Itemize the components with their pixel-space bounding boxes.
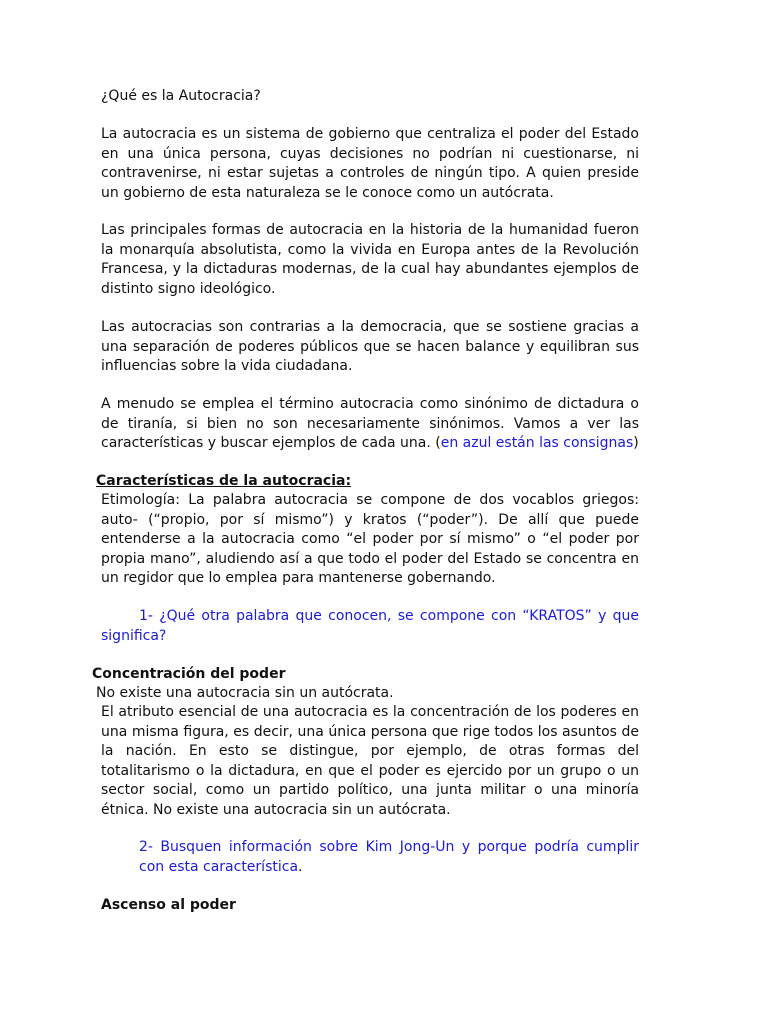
heading-characteristics: Características de la autocracia: xyxy=(96,473,352,489)
paragraph-concentration: El atributo esencial de una autocracia es la concentración de los poderes en una misma figura, es decir, una única persona que rige todos los asuntos de la nación. En esto se distingue, por ejemplo, de otras formas del totalitarismo o la dictadura, en que el poder es ejercido por un grupo o un sector social, como un partido político, una junta militar o una minoría étnica. No existe una autocracia sin un autócrata. xyxy=(101,704,639,818)
consignas-link[interactable]: en azul están las consignas xyxy=(440,435,634,451)
paragraph-forms: Las principales formas de autocracia en la historia de la humanidad fueron la monarquía absolutista, como la vivida en Europa antes de la Revolución Francesa, y la dictaduras modernas, de la cual hay abundantes ejemplos de distinto signo ideológico. xyxy=(101,222,639,297)
paragraph-democracy: Las autocracias son contrarias a la democracia, que se sostiene gracias a una separación de poderes públicos que se hacen balance y equilibran sus influencias sobre la vida ciudadana. xyxy=(101,319,639,374)
question-kim-period: . xyxy=(298,858,303,875)
concentration-intro: No existe una autocracia sin un autócrata. xyxy=(96,685,394,701)
question-kratos: 1- ¿Qué otra palabra que conocen, se compone con “KRATOS” y que significa? xyxy=(101,608,639,644)
heading-ascent: Ascenso al poder xyxy=(101,897,236,913)
synonyms-close: ) xyxy=(633,435,639,451)
question-kim-text: 2- Busquen información sobre Kim Jong-Un y porque podría cumplir con esta característica xyxy=(139,839,639,875)
synonyms-text: A menudo se emplea el término autocracia como sinónimo de dictadura o de tiranía, si bien no son necesariamente sinónimos. Vamos a ver las características y buscar ejemplos de cada una. ( xyxy=(101,396,639,451)
heading-concentration: Concentración del poder xyxy=(92,666,286,682)
question-title: ¿Qué es la Autocracia? xyxy=(101,88,261,104)
paragraph-definition: La autocracia es un sistema de gobierno que centraliza el poder del Estado en una única persona, cuyas decisiones no podrían ni cuestionarse, ni contravenirse, ni estar sujetas a controles de ningún tipo. A quien preside un gobierno de esta naturaleza se le conoce como un autócrata. xyxy=(101,126,639,201)
paragraph-etymology: Etimología: La palabra autocracia se compone de dos vocablos griegos: auto- (“propio, por sí mismo”) y kratos (“poder”). De allí que puede entenderse a la autocracia como “el poder por sí mismo” o “el poder por propia mano”, aludiendo así a que todo el poder del Estado se concentra en un regidor que lo emplea para mantenerse gobernando. xyxy=(101,492,639,586)
paragraph-synonyms xyxy=(101,395,639,454)
question-kim-jong-un xyxy=(139,838,639,877)
